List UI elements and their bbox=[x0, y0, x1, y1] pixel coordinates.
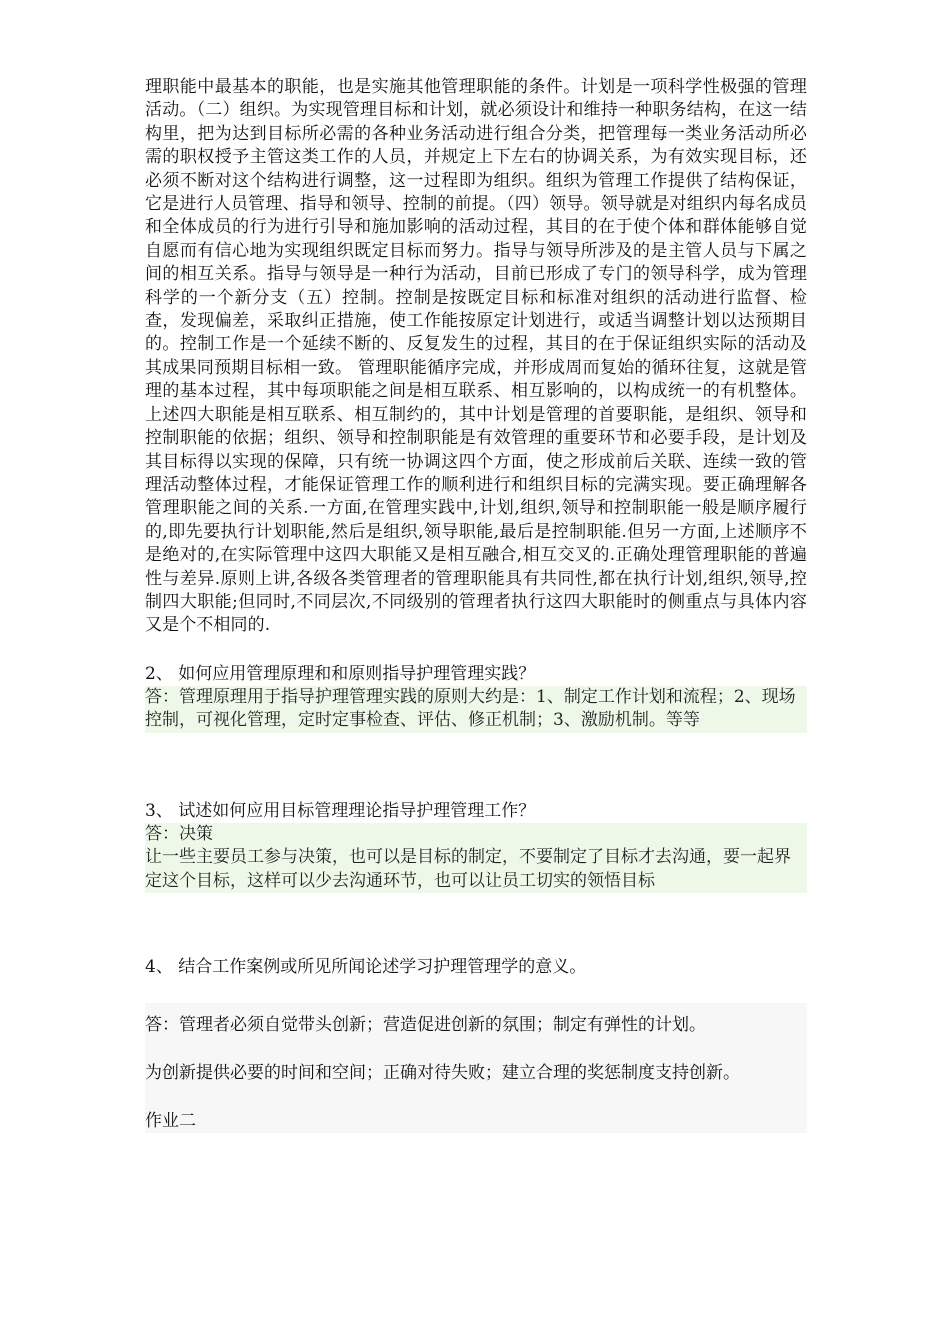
answer-3-body: 让一些主要员工参与决策，也可以是目标的制定，不要制定了目标才去沟通，要一起界定这个目标，这样可以少去沟通环节，也可以让员工切实的领悟目标 bbox=[145, 847, 791, 891]
question-3: 3、 试述如何应用目标管理理论指导护理管理工作？ bbox=[145, 800, 536, 821]
answer-3-heading: 答：决策 bbox=[145, 823, 213, 844]
answer-4-line-1: 答：管理者必须自觉带头创新；营造促进创新的氛围；制定有弹性的计划。 bbox=[145, 1015, 706, 1036]
document-page bbox=[145, 76, 807, 1133]
answer-2: 答：管理原理用于指导护理管理实践的原则大约是：1、制定工作计划和流程；2、现场控制，可视化管理，定时定事检查、评估、修正机制；3、激励机制。等等 bbox=[145, 686, 807, 733]
body-paragraph: 理职能中最基本的职能，也是实施其他管理职能的条件。计划是一项科学性极强的管理活动。（二）组织。为实现管理目标和计划，就必须设计和维持一种职务结构，在这一结构里，把为达到目标所必需的各种业务活动进行组合分类，把管理每一类业务活动所必需的职权授予主管这类工作的人员，并规定上下左右的协调关系，为有效实现目标，还必须不断对这个结构进行调整，这一过程即为组织。组织为管理工作提供了结构保证，它是进行人员管理、指导和领导、控制的前提。（四）领导。领导就是对组织内每名成员和全体成员的行为进行引导和施加影响的活动过程，其目的在于使个体和群体能够自觉自愿而有信心地为实现组织既定目标而努力。指导与领导所涉及的是主管人员与下属之间的相互关系。指导与领导是一种行为活动，目前已形成了专门的领导科学，成为管理科学的一个新分支（五）控制。控制是按既定目标和标准对组织的活动进行监督、检查，发现偏差，采取纠正措施，使工作能按原定计划进行，或适当调整计划以达预期目的。控制工作是一个延续不断的、反复发生的过程，其目的在于保证组织实际的活动及其成果同预期目标相一致。 管理职能循序完成，并形成周而复始的循环往复，这就是管理的基本过程，其中每项职能之间是相互联系、相互影响的，以构成统一的有机整体。上述四大职能是相互联系、相互制约的，其中计划是管理的首要职能，是组织、领导和控制职能的依据；组织、领导和控制职能是有效管理的重要环节和必要手段，是计划及其目标得以实现的保障，只有统一协调这四个方面，使之形成前后关联、连续一致的管理活动整体过程，才能保证管理工作的顺利进行和组织目标的完满实现。要正确理解各管理职能之间的关系.一方面,在管理实践中,计划,组织,领导和控制职能一般是顺序履行的,即先要执行计划职能,然后是组织,领导职能,最后是控制职能.但另一方面,上述顺序不是绝对的,在实际管理中这四大职能又是相互融合,相互交叉的.正确处理管理职能的普遍性与差异.原则上讲,各级各类管理者的管理职能具有共同性,都在执行计划,组织,领导,控制四大职能;但同时,不同层次,不同级别的管理者执行这四大职能时的侧重点与具体内容又是个不相同的. bbox=[145, 77, 807, 636]
question-4: 4、 结合工作案例或所见所闻论述学习护理管理学的意义。 bbox=[145, 957, 587, 978]
answer-4-line-2: 为创新提供必要的时间和空间；正确对待失败；建立合理的奖惩制度支持创新。 bbox=[145, 1063, 740, 1084]
answer-4 bbox=[145, 1003, 807, 1133]
section-title: 作业二 bbox=[145, 1111, 196, 1132]
question-2: 2、 如何应用管理原理和和原则指导护理管理实践？ bbox=[145, 663, 536, 684]
answer-3 bbox=[145, 823, 807, 894]
